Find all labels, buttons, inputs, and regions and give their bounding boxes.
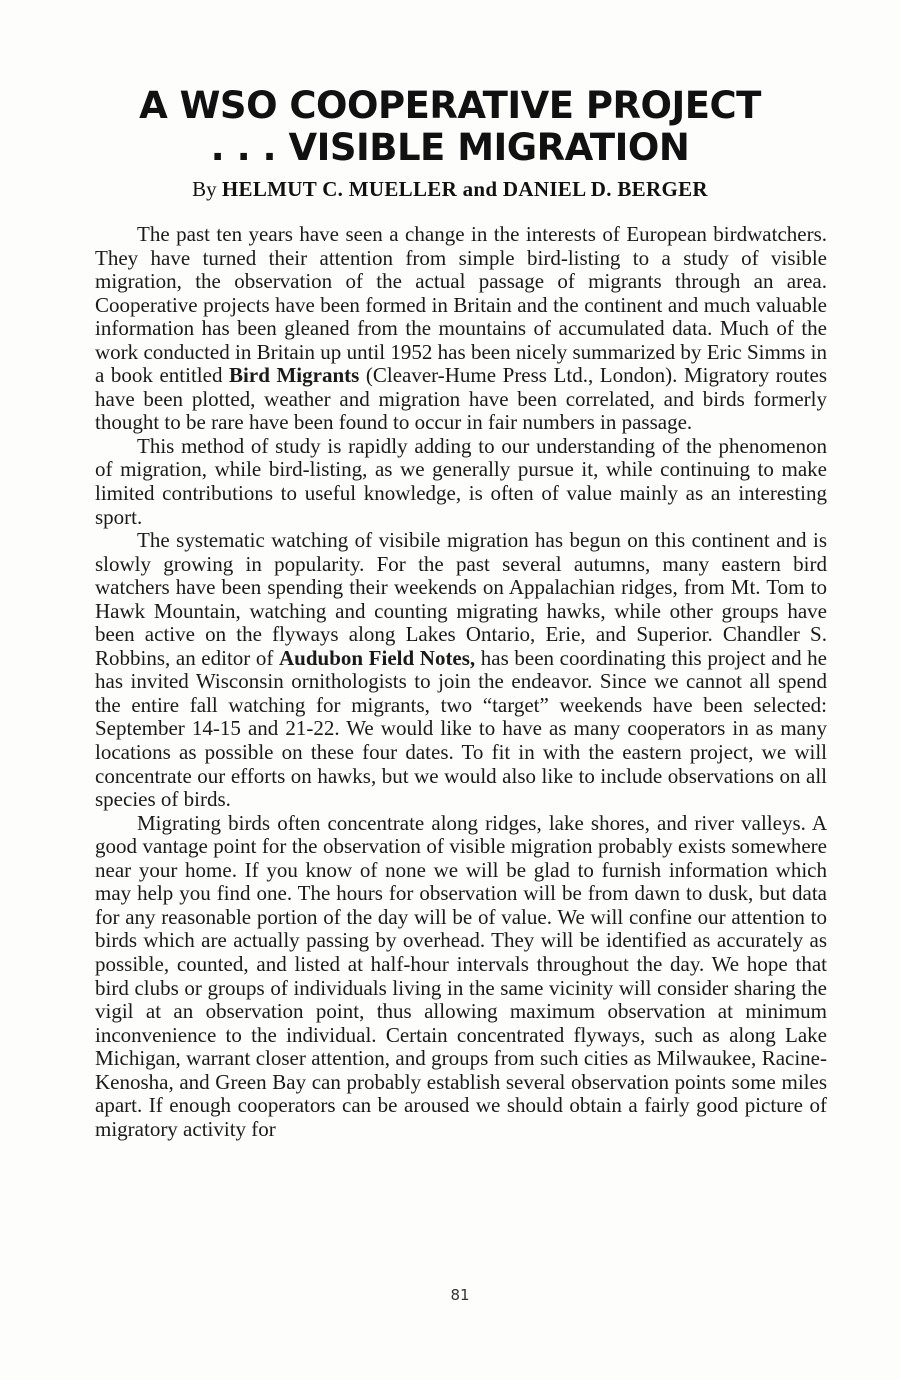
paragraph-text: Migrating birds often concentrate along ridges, lake shores, and river valleys. A good vantage point for the observation of visible migration probably exists somewhere near your home. If you know of none we will be glad to furnish information which may help you find one. The hours for observation will be from dawn to dusk, but data for any reasonable portion of the day will be of value. We will confine our attention to birds which are actually passing by overhead. They will be identified as accurately as possible, counted, and listed at half-hour intervals throughout the day. We hope that bird clubs or groups of individuals living in the same vicinity will consider sharing the vigil at an observation point, thus allowing maximum observation at minimum inconvenience to the individual. Certain concentrated flyways, such as along Lake Michigan, warrant closer attention, and groups from such cities as Milwaukee, Racine-Kenosha, and Green Bay can probably establish several observation points some miles apart. If enough cooperators can be aroused we should obtain a fairly good picture of migratory activity for [95, 810, 827, 1141]
paragraph [95, 812, 827, 1142]
byline-prefix: By [192, 177, 217, 201]
book-title: Bird Migrants [229, 363, 360, 388]
byline [0, 177, 900, 202]
paragraph-text: This method of study is rapidly adding to our understanding of the phenomenon of migration, while bird-listing, as we generally pursue it, while continuing to make limited contributions to useful knowledge, is often of value mainly as an interesting sport. [95, 433, 827, 529]
article-title-line-2: . . . VISIBLE MIGRATION [210, 126, 690, 169]
paragraph [95, 435, 827, 529]
paragraph-text: has been coordinating this project and he has invited Wisconsin ornithologists to join the endeavor. Since we cannot all spend the entire fall watching for migrants, two “target” weekends have been selected: September 14-15 and 21-22. We would like to have as many cooperators in as many locations as possible on these four dates. To fit in with the eastern project, we will concentrate our efforts on hawks, but we would also like to include observations on all species of birds. [95, 645, 828, 812]
byline-authors: HELMUT C. MUELLER and DANIEL D. BERGER [221, 177, 708, 201]
paragraph [95, 529, 827, 812]
article-body [95, 223, 827, 1141]
publication-title: Audubon Field Notes, [279, 645, 476, 670]
paragraph-text: The systematic watching of visibile migration has begun on this continent and is slowly growing in popularity. For the past several autumns, many eastern bird watchers have been spending their weekends on Appalachian ridges, from Mt. Tom to Hawk Mountain, watching and counting migrating hawks, while other groups have been active on the flyways along Lakes Ontario, Erie, and Superior. Chandler S. Robbins, an editor of [95, 528, 827, 670]
paragraph-text: The past ten years have seen a change in the interests of European birdwatchers. They have turned their attention from simple bird-listing to a study of visible migration, the observation of the actual passage of migrants through an area. Cooperative projects have been formed in Britain and the continent and much valuable information has been gleaned from the mountains of accumulated data. Much of the work conducted in Britain up until 1952 has been nicely summarized by Eric Simms in a book entitled [95, 222, 827, 388]
page-number: 81 [450, 1286, 470, 1304]
paragraph-text: (Cleaver-Hume Press Ltd., London). Migratory routes have been plotted, weather and migration have been correlated, and birds formerly thought to be rare have been found to occur in fair numbers in passage. [95, 363, 827, 435]
paragraph [95, 223, 827, 435]
article-title-line-1: A WSO COOPERATIVE PROJECT [139, 84, 761, 127]
